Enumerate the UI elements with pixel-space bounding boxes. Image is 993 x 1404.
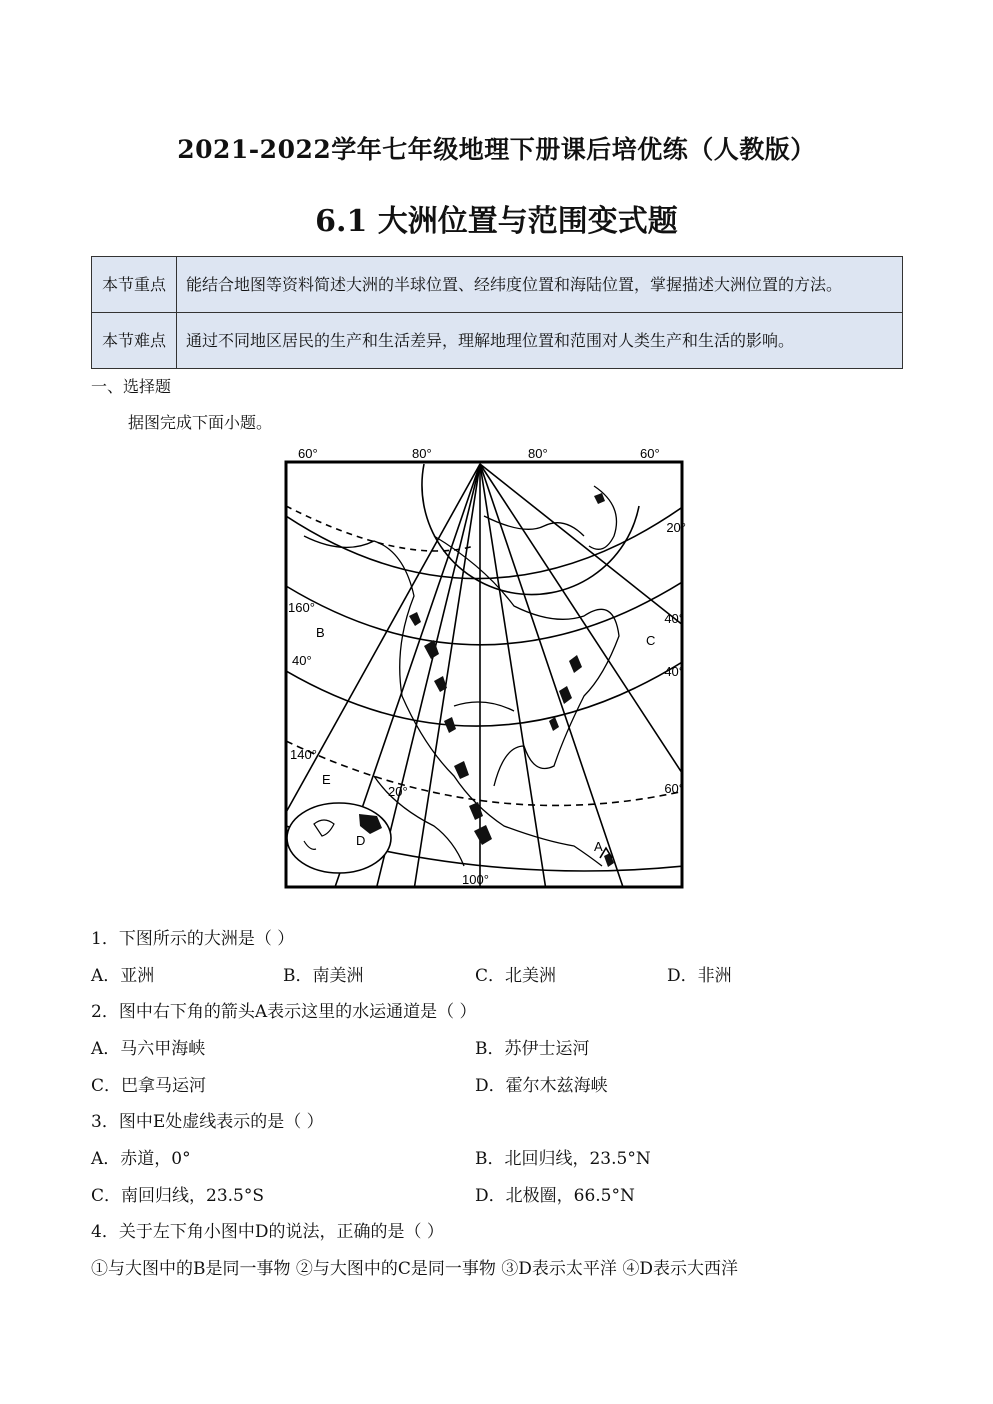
label-left-140: 140° — [290, 747, 317, 762]
inset-world-map — [287, 803, 391, 873]
question-2: 2．图中右下角的箭头A表示这里的水运通道是（ ） — [91, 1002, 477, 1022]
q2-option-d: D．霍尔木兹海峡 — [475, 1076, 608, 1096]
label-inner-20: 20° — [388, 784, 408, 799]
q3-option-d: D．北极圈，66.5°N — [475, 1186, 635, 1206]
q4-statements: ①与大图中的B是同一事物 ②与大图中的C是同一事物 ③D表示太平洋 ④D表示大西洋 — [91, 1259, 738, 1279]
label-b: B — [316, 625, 325, 640]
label-right-40a: 40° — [664, 611, 684, 626]
q2-option-b: B．苏伊士运河 — [475, 1039, 590, 1059]
label-top-80-right: 80° — [528, 446, 548, 461]
label-right-20: 20° — [666, 520, 686, 535]
label-left-160: 160° — [288, 600, 315, 615]
document-title: 2021-2022学年七年级地理下册课后培优练（人教版） — [177, 135, 816, 164]
label-d: D — [356, 833, 366, 848]
q3-option-b: B．北回归线，23.5°N — [475, 1149, 651, 1169]
key-point-text: 能结合地图等资料简述大洲的半球位置、经纬度位置和海陆位置，掌握描述大洲位置的方法。 — [177, 257, 903, 313]
table-row — [92, 313, 903, 369]
q2-option-a: A．马六甲海峡 — [91, 1039, 206, 1059]
label-c: C — [646, 633, 656, 648]
objectives-table — [91, 256, 903, 369]
label-e: E — [322, 772, 331, 787]
label-bottom-100: 100° — [462, 872, 489, 887]
difficulty-label: 本节难点 — [92, 313, 177, 369]
question-1: 1．下图所示的大洲是（ ） — [91, 929, 295, 949]
difficulty-text: 通过不同地区居民的生产和生活差异，理解地理位置和范围对人类生产和生活的影响。 — [177, 313, 903, 369]
label-right-60: 60° — [664, 781, 684, 796]
intro-text: 据图完成下面小题。 — [128, 413, 273, 432]
q1-option-c: C．北美洲 — [475, 966, 557, 986]
label-left-40: 40° — [292, 653, 312, 668]
question-3: 3．图中E处虚线表示的是（ ） — [91, 1112, 324, 1132]
question-4: 4．关于左下角小图中D的说法，正确的是（ ） — [91, 1222, 444, 1242]
label-top-80-left: 80° — [412, 446, 432, 461]
q3-option-c: C．南回归线，23.5°S — [91, 1186, 265, 1206]
table-row — [92, 257, 903, 313]
label-top-60-left: 60° — [298, 446, 318, 461]
q1-option-d: D．非洲 — [667, 966, 732, 986]
q1-option-b: B．南美洲 — [283, 966, 364, 986]
label-a: A — [594, 839, 603, 854]
q3-option-a: A．赤道，0° — [91, 1149, 191, 1169]
key-point-label: 本节重点 — [92, 257, 177, 313]
map-figure — [284, 446, 684, 890]
label-top-60-right: 60° — [640, 446, 660, 461]
section-title: 6.1 大洲位置与范围变式题 — [315, 204, 678, 239]
q2-option-c: C．巴拿马运河 — [91, 1076, 207, 1096]
north-america-map — [284, 446, 684, 890]
q1-option-a: A．亚洲 — [91, 966, 155, 986]
label-right-40b: 40° — [664, 664, 684, 679]
section-heading: 一、选择题 — [91, 377, 172, 396]
